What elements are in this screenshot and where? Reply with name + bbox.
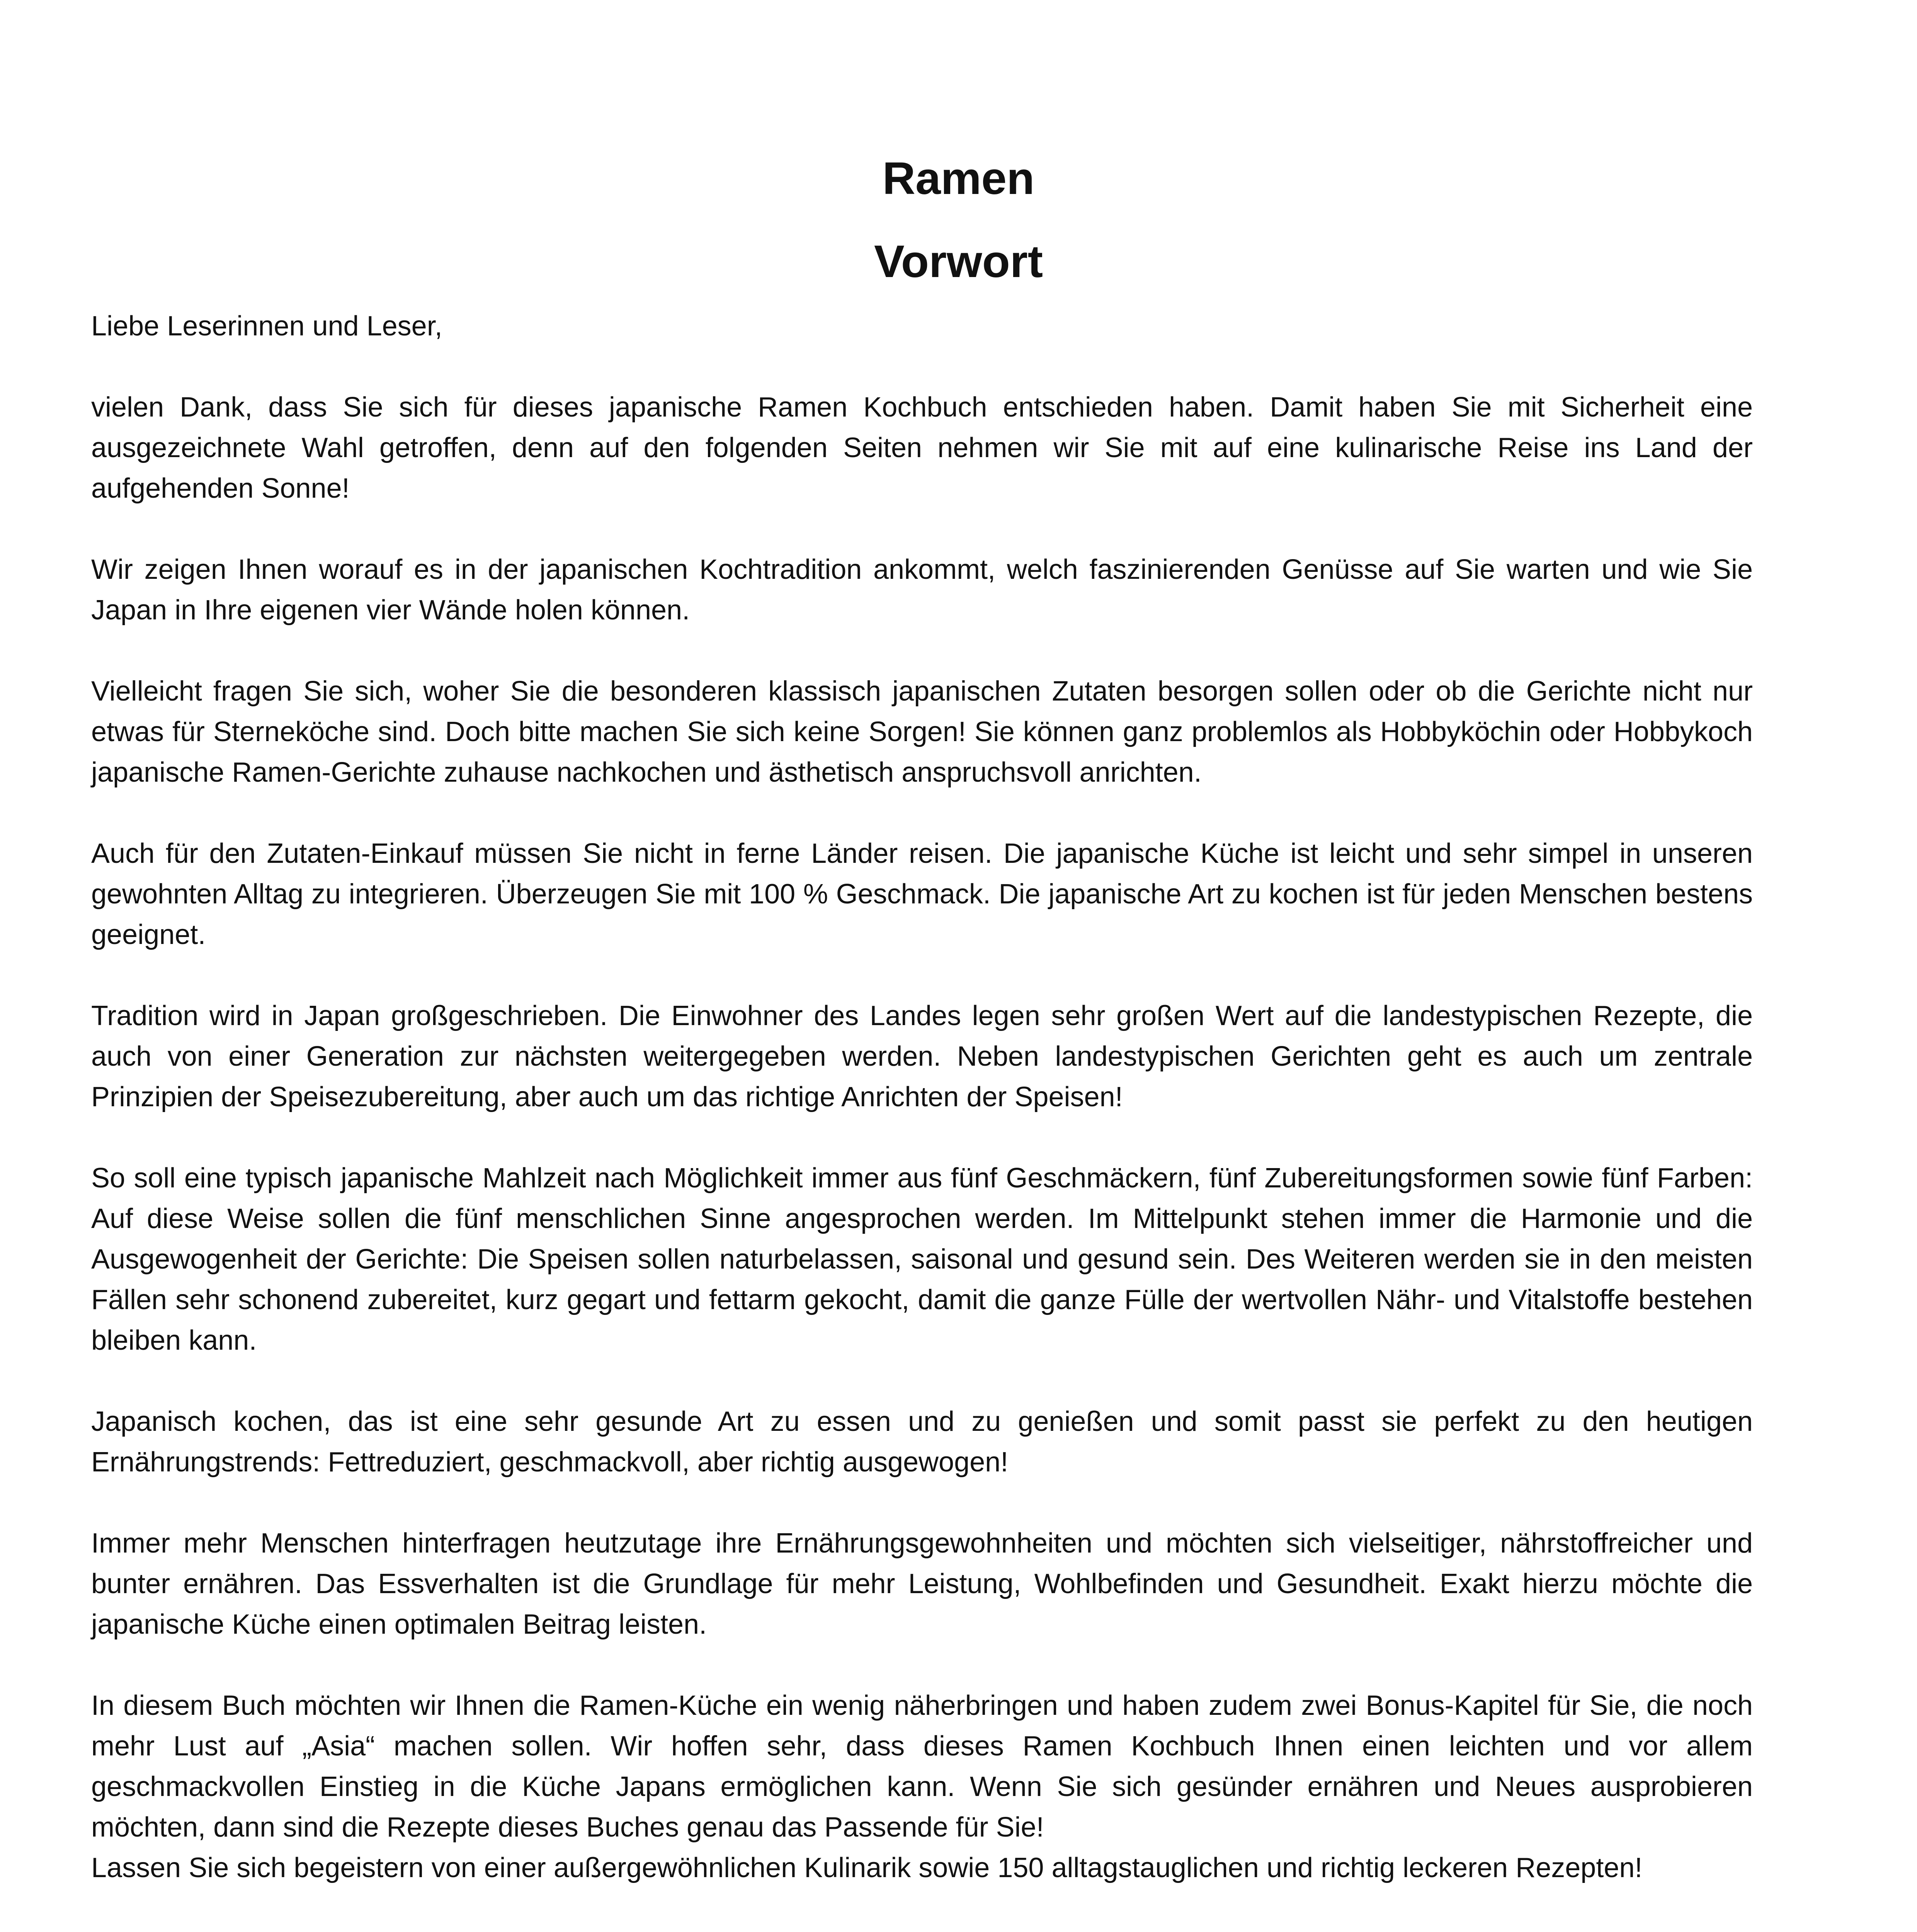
salutation: Liebe Leserinnen und Leser, <box>91 311 442 342</box>
paragraph-5: Tradition wird in Japan großgeschrieben. Die Einwohner des Landes legen sehr großen Wert auf die landestypischen Rezepte, die auch von einer Generation zur nächsten weitergegeben werden. Neben landestypischen Gerichten geht es auch um zentrale Prinzipien der Speisezubereitung, aber auch um das richtige Anrichten der Speisen! <box>91 1000 1753 1112</box>
paragraph-11 <box>91 1929 1753 1932</box>
title-block <box>0 137 1917 303</box>
document-subtitle: Vorwort <box>874 236 1043 287</box>
paragraph-10: Lassen Sie sich begeistern von einer außergewöhnlichen Kulinarik sowie 150 alltagstauglichen und richtig leckeren Rezepten! <box>91 1852 1643 1883</box>
body-text <box>91 306 1753 1932</box>
paragraph-8: Immer mehr Menschen hinterfragen heutzutage ihre Ernährungsgewohnheiten und möchten sich vielseitiger, nährstoffreicher und bunter ernähren. Das Essverhalten ist die Grundlage für mehr Leistung, Wohlbefinden und Gesundheit. Exakt hierzu möchte die japanische Küche einen optimalen Beitrag leisten. <box>91 1528 1753 1640</box>
paragraph-2: Wir zeigen Ihnen worauf es in der japanischen Kochtradition ankommt, welch faszinierenden Genüsse auf Sie warten und wie Sie Japan in Ihre eigenen vier Wände holen können. <box>91 554 1753 626</box>
paragraph-4: Auch für den Zutaten-Einkauf müssen Sie nicht in ferne Länder reisen. Die japanische Küche ist leicht und sehr simpel in unseren gewohnten Alltag zu integrieren. Überzeugen Sie mit 100 % Geschmack. Die japanische Art zu kochen ist für jeden Menschen bestens geeignet. <box>91 838 1753 950</box>
paragraph-1: vielen Dank, dass Sie sich für dieses japanische Ramen Kochbuch entschieden haben. Damit haben Sie mit Sicherheit eine ausgezeichnete Wahl getroffen, denn auf den folgenden Seiten nehmen wir Sie mit auf eine kulinarische Reise ins Land der aufgehenden Sonne! <box>91 392 1753 504</box>
paragraph-7: Japanisch kochen, das ist eine sehr gesunde Art zu essen und zu genießen und somit passt sie perfekt zu den heutigen Ernährungstrends: Fettreduziert, geschmackvoll, aber richtig ausgewogen! <box>91 1406 1753 1478</box>
document-title: Ramen <box>882 153 1035 204</box>
paragraph-6: So soll eine typisch japanische Mahlzeit nach Möglichkeit immer aus fünf Geschmäckern, fünf Zubereitungsformen sowie fünf Farben: Auf diese Weise sollen die fünf menschlichen Sinne angesprochen werden. Im Mittelpunkt stehen immer die Harmonie und die Ausgewogenheit der Gerichte: Die Speisen sollen naturbelassen, saisonal und gesund sein. Des Weiteren werden sie in den meisten Fällen sehr schonend zubereitet, kurz gegart und fettarm gekocht, damit die ganze Fülle der wertvollen Nähr- und Vitalstoffe bestehen bleiben kann. <box>91 1163 1753 1356</box>
paragraph-3: Vielleicht fragen Sie sich, woher Sie die besonderen klassisch japanischen Zutaten besorgen sollen oder ob die Gerichte nicht nur etwas für Sterneköche sind. Doch bitte machen Sie sich keine Sorgen! Sie können ganz problemlos als Hobbyköchin oder Hobbykoch japanische Ramen-Gerichte zuhause nachkochen und ästhetisch anspruchsvoll anrichten. <box>91 676 1753 788</box>
paragraph-9: In diesem Buch möchten wir Ihnen die Ramen-Küche ein wenig näherbringen und haben zudem zwei Bonus-Kapitel für Sie, die noch mehr Lust auf „Asia“ machen sollen. Wir hoffen sehr, dass dieses Ramen Kochbuch Ihnen einen leichten und vor allem geschmackvollen Einstieg in die Küche Japans ermöglichen kann. Wenn Sie sich gesünder ernähren und Neues ausprobieren möchten, dann sind die Rezepte dieses Buches genau das Passende für Sie! <box>91 1690 1753 1843</box>
